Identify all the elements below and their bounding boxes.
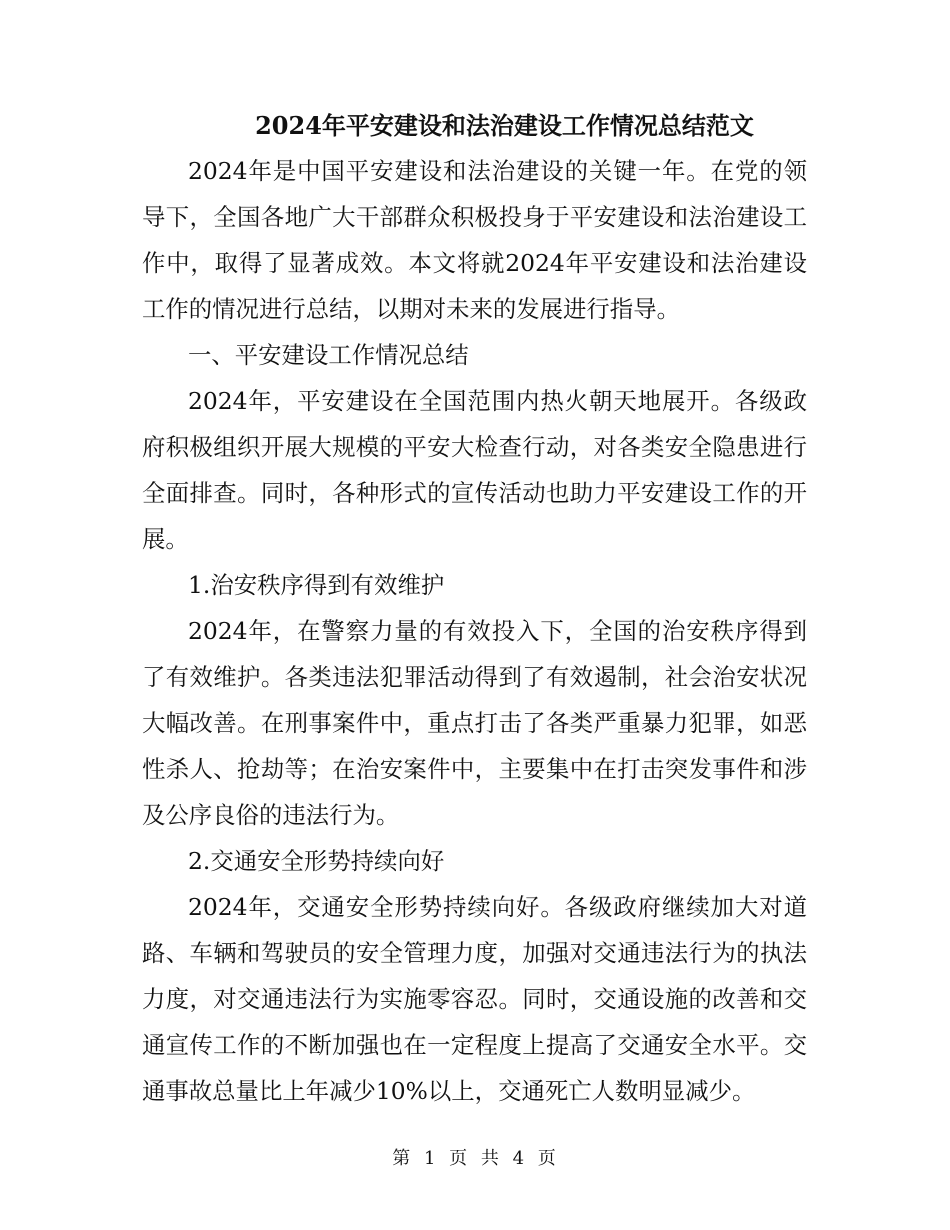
section-paragraph: 2024年，平安建设在全国范围内热火朝天地展开。各级政府积极组织开展大规模的平安大检查行动，对各类安全隐患进行全面排查。同时，各种形式的宣传活动也助力平安建设工作的开展。: [142, 387, 807, 553]
intro-paragraph: 2024年是中国平安建设和法治建设的关键一年。在党的领导下，全国各地广大干部群众积极投身于平安建设和法治建设工作中，取得了显著成效。本文将就2024年平安建设和法治建设工作的情况进行总结，以期对未来的发展进行指导。: [142, 157, 807, 323]
subsection-heading: 2.交通安全形势持续向好: [188, 847, 445, 875]
subsection-paragraph: 2024年，交通安全形势持续向好。各级政府继续加大对道路、车辆和驾驶员的安全管理力度，加强对交通违法行为的执法力度，对交通违法行为实施零容忍。同时，交通设施的改善和交通宣传工作的不断加强也在一定程度上提高了交通安全水平。交通事故总量比上年减少10%以上，交通死亡人数明显减少。: [142, 893, 807, 1105]
subsection-heading: 1.治安秩序得到有效维护: [188, 571, 445, 599]
document-title: 2024年平安建设和法治建设工作情况总结范文: [255, 111, 754, 140]
page-number-footer: 第 1 页 共 4 页: [392, 1148, 558, 1169]
subsection-paragraph: 2024年，在警察力量的有效投入下，全国的治安秩序得到了有效维护。各类违法犯罪活动得到了有效遏制，社会治安状况大幅改善。在刑事案件中，重点打击了各类严重暴力犯罪，如恶性杀人、抢劫等；在治安案件中，主要集中在打击突发事件和涉及公序良俗的违法行为。: [142, 617, 807, 829]
section-heading: 一、平安建设工作情况总结: [188, 341, 469, 369]
document-body: [142, 103, 807, 1114]
